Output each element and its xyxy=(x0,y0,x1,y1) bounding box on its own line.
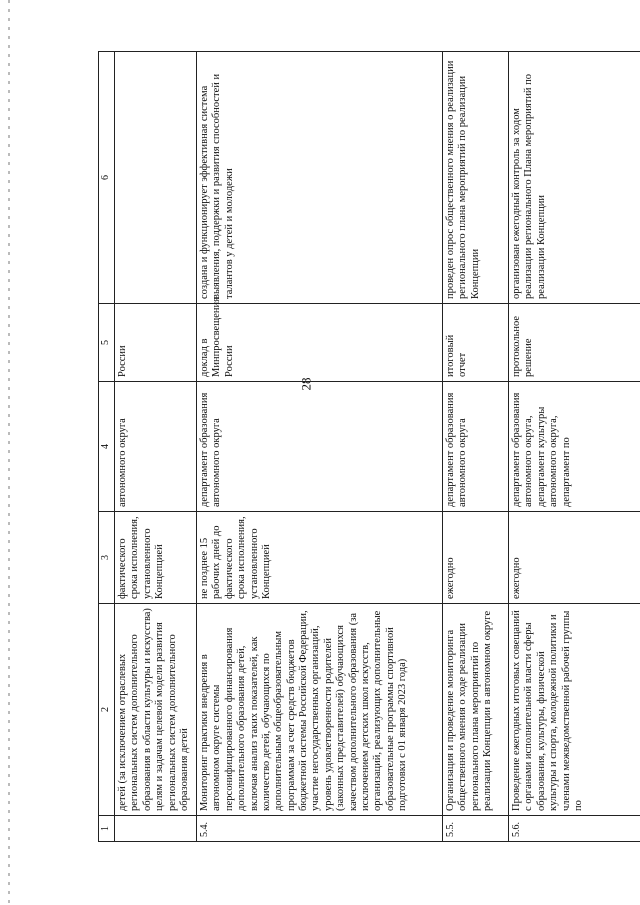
plan-table xyxy=(98,51,640,842)
table-row xyxy=(443,52,509,842)
header-row xyxy=(99,52,115,842)
col-header-5: 5 xyxy=(99,304,115,382)
row-event: Проведение ежегодных итоговых совещаний с органами исполнительной власти сферы образования, культуры, физической культуры и спорта, молодежной политики и членами межведомственной рабочей группы по xyxy=(509,604,640,816)
col-header-6: 6 xyxy=(99,52,115,304)
row-result: России xyxy=(115,304,197,382)
col-header-1: 1 xyxy=(99,816,115,842)
row-event: Мониторинг практики внедрения в автономном округе системы персонифицированного финансирования дополнительного образования детей, включая анализ таких показателей, как количество детей, обучающихся по дополнительным общеобразовательным программам за счет средств бюджетов бюджетной системы Российской Федерации, участие негосударственных организаций, уровень удовлетворенности родителей (законных представителей) обучающихся качеством дополнительного образования (за исключением детских школ искусств, организаций, реализующих дополнительные образовательные программы спортивной подготовки с 01 января 2023 года) xyxy=(197,604,443,816)
page-number: 28 xyxy=(298,377,314,391)
table-row xyxy=(115,52,197,842)
row-outcome xyxy=(115,52,197,304)
row-deadline: ежегодно xyxy=(443,512,509,604)
row-result: протокольное решение xyxy=(509,304,640,382)
row-outcome: создана и функционирует эффективная система выявления, поддержки и развития способностей и талантов у детей и молодежи xyxy=(197,52,443,304)
row-executor: автономного округа xyxy=(115,382,197,512)
row-event: детей (за исключением отраслевых региональных систем дополнительного образования в области культуры и искусства) целям и задачам целевой модели развития региональных систем дополнительного образования детей xyxy=(115,604,197,816)
row-number: 5.4. xyxy=(197,816,443,842)
row-result: доклад в Минпросвещения России xyxy=(197,304,443,382)
table-row xyxy=(197,52,443,842)
row-number: 5.6. xyxy=(509,816,640,842)
row-executor: департамент образования автономного округа xyxy=(443,382,509,512)
row-executor: департамент образования автономного округа, департамент культуры автономного округа, департамент по xyxy=(509,382,640,512)
row-outcome: проведен опрос общественного мнения о реализации регионального плана мероприятий по реализации Концепции xyxy=(443,52,509,304)
col-header-3: 3 xyxy=(99,512,115,604)
table-row xyxy=(509,52,640,842)
row-executor: департамент образования автономного округа xyxy=(197,382,443,512)
col-header-2: 2 xyxy=(99,604,115,816)
rotated-table-sheet xyxy=(98,52,640,842)
row-result: итоговый отчет xyxy=(443,304,509,382)
col-header-4: 4 xyxy=(99,382,115,512)
row-deadline: фактического срока исполнения, установленного Концепцией xyxy=(115,512,197,604)
row-event: Организация и проведение мониторинга общественного мнения о ходе реализации регионального плана мероприятий по реализации Концепции в автономном округе xyxy=(443,604,509,816)
row-number xyxy=(115,816,197,842)
row-deadline: не позднее 15 рабочих дней до фактического срока исполнения, установленного Концепцией xyxy=(197,512,443,604)
row-outcome: организован ежегодный контроль за ходом реализации регионального Плана мероприятий по реализации Концепции xyxy=(509,52,640,304)
row-number: 5.5. xyxy=(443,816,509,842)
scan-edge xyxy=(8,0,10,905)
row-deadline: ежегодно xyxy=(509,512,640,604)
